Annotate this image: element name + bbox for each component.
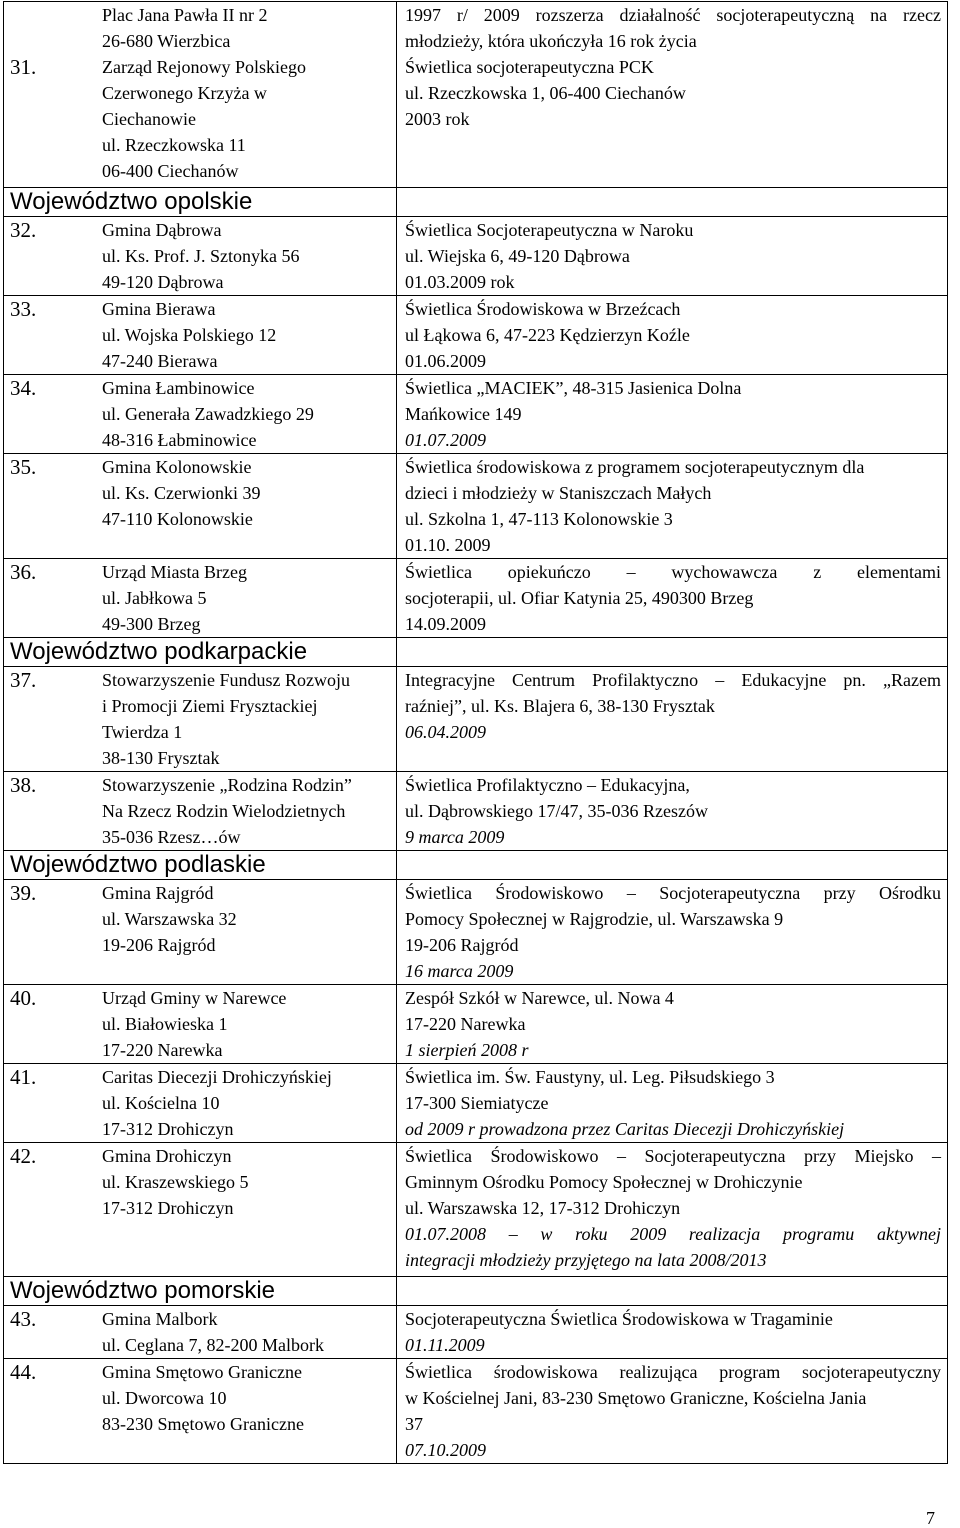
institution-name: Ciechanowie [102, 109, 196, 129]
table-row [4, 880, 948, 985]
institution-name: Gmina Bierawa [102, 299, 216, 319]
left-cell [4, 559, 397, 638]
date-line: 01.10. 2009 [405, 535, 491, 555]
right-cell [397, 188, 948, 217]
description-line: ul. Dąbrowskiego 17/47, 35-036 Rzeszów [405, 801, 708, 821]
address-line: ul. Generała Zawadzkiego 29 [102, 404, 314, 424]
description-line: Mańkowice 149 [405, 404, 522, 424]
entry-number: 34. [10, 376, 37, 400]
date-line: 16 marca 2009 [405, 961, 514, 981]
description-line: raźniej”, ul. Ks. Blajera 6, 38-130 Frysztak [405, 696, 715, 716]
description-line: Świetlica opiekuńczo – wychowawcza z elementami [405, 562, 941, 582]
description-line: 37 [405, 1414, 423, 1434]
entry-number: 32. [10, 218, 37, 242]
address-line: ul. Kraszewskiego 5 [102, 1172, 249, 1192]
institutions-table [3, 1, 948, 1464]
table-row [4, 217, 948, 296]
description-line: ul. Wiejska 6, 49-120 Dąbrowa [405, 246, 630, 266]
entry-number: 36. [10, 560, 37, 584]
description-line: Gminnym Ośrodku Pomocy Społecznej w Drohiczynie [405, 1172, 803, 1192]
address-line: ul. Ks. Prof. J. Sztonyka 56 [102, 246, 300, 266]
address-line: 49-120 Dąbrowa [102, 272, 224, 292]
description-line: Świetlica Środowiskowo – Socjoterapeutyczna przy Miejsko – [405, 1146, 941, 1166]
entry-number: 40. [10, 986, 37, 1010]
description-line: Pomocy Społecznej w Rajgrodzie, ul. Warszawska 9 [405, 909, 784, 929]
address-line: 83-230 Smętowo Graniczne [102, 1414, 304, 1434]
right-cell [397, 880, 948, 985]
entry-number: 44. [10, 1360, 37, 1384]
address-line: ul. Wojska Polskiego 12 [102, 325, 277, 345]
entry-number: 42. [10, 1144, 37, 1168]
right-cell [397, 772, 948, 851]
entry-number: 38. [10, 773, 37, 797]
institution-name: Stowarzyszenie Fundusz Rozwoju [102, 670, 350, 690]
left-cell [4, 2, 397, 188]
description-line: 19-206 Rajgród [405, 935, 519, 955]
description-line: integracji młodzieży przyjętego na lata 2008/2013 [405, 1250, 767, 1270]
table-row [4, 296, 948, 375]
entry-number: 37. [10, 668, 37, 692]
left-cell [4, 1306, 397, 1359]
date-line: 9 marca 2009 [405, 827, 505, 847]
institution-name: Gmina Dąbrowa [102, 220, 222, 240]
address-line: ul. Warszawska 32 [102, 909, 237, 929]
description-line: od 2009 r prowadzona przez Caritas Diecezji Drohiczyńskiej [405, 1119, 845, 1139]
address-line: ul. Białowieska 1 [102, 1014, 228, 1034]
date-line: 06.04.2009 [405, 722, 486, 742]
address-line: 38-130 Frysztak [102, 748, 220, 768]
right-cell [397, 217, 948, 296]
address-line: ul. Rzeczkowska 11 [102, 135, 246, 155]
institution-name: Gmina Malbork [102, 1309, 218, 1329]
date-line: 14.09.2009 [405, 614, 486, 634]
table-row [4, 667, 948, 772]
address-line: 47-240 Bierawa [102, 351, 218, 371]
left-cell [4, 1359, 397, 1464]
section-heading-row [4, 638, 948, 667]
left-cell [4, 454, 397, 559]
description-line: ul. Warszawska 12, 17-312 Drohiczyn [405, 1198, 681, 1218]
right-cell [397, 1277, 948, 1306]
left-cell [4, 1143, 397, 1277]
date-line: 01.11.2009 [405, 1335, 485, 1355]
address-line: Plac Jana Pawła II nr 2 [102, 5, 268, 25]
date-line: 1 sierpień 2008 r [405, 1040, 529, 1060]
description-line: Świetlica Socjoterapeutyczna w Naroku [405, 220, 694, 240]
date-line: 01.03.2009 rok [405, 272, 515, 292]
address-line: 19-206 Rajgród [102, 935, 216, 955]
address-line: Twierdza 1 [102, 722, 183, 742]
right-cell [397, 2, 948, 188]
institution-name: Caritas Diecezji Drohiczyńskiej [102, 1067, 332, 1087]
right-cell [397, 1359, 948, 1464]
description-line: Świetlica im. Św. Faustyny, ul. Leg. Piłsudskiego 3 [405, 1067, 775, 1087]
description-line: młodzieży, która ukończyła 16 rok życia [405, 31, 697, 51]
left-cell [4, 1064, 397, 1143]
right-cell [397, 985, 948, 1064]
description-line: ul Łąkowa 6, 47-223 Kędzierzyn Koźle [405, 325, 690, 345]
right-cell [397, 851, 948, 880]
address-line: ul. Jabłkowa 5 [102, 588, 207, 608]
institution-name: Gmina Smętowo Graniczne [102, 1362, 302, 1382]
left-cell [4, 667, 397, 772]
left-cell [4, 217, 397, 296]
table-row [4, 772, 948, 851]
left-cell [4, 1277, 397, 1306]
address-line: ul. Kościelna 10 [102, 1093, 220, 1113]
date-line: 07.10.2009 [405, 1440, 486, 1460]
address-line: 17-312 Drohiczyn [102, 1198, 234, 1218]
address-line: 17-220 Narewka [102, 1040, 223, 1060]
description-line: w Kościelnej Jani, 83-230 Smętowo Graniczne, Kościelna Jania [405, 1388, 867, 1408]
right-cell [397, 1306, 948, 1359]
description-line: Świetlica Profilaktyczno – Edukacyjna, [405, 775, 690, 795]
institution-name: Gmina Kolonowskie [102, 457, 252, 477]
address-line: ul. Ceglana 7, 82-200 Malbork [102, 1335, 324, 1355]
description-line: 17-300 Siemiatycze [405, 1093, 549, 1113]
table-row [4, 375, 948, 454]
table-row [4, 985, 948, 1064]
description-line: Świetlica środowiskowa realizująca program socjoterapeutyczny [405, 1362, 941, 1382]
description-line: Zespół Szkół w Narewce, ul. Nowa 4 [405, 988, 674, 1008]
institution-name: Urząd Gminy w Narewce [102, 988, 287, 1008]
date-line: 01.06.2009 [405, 351, 486, 371]
description-line: 2003 rok [405, 109, 470, 129]
left-cell [4, 638, 397, 667]
section-heading-row [4, 1277, 948, 1306]
left-cell [4, 772, 397, 851]
table-row [4, 2, 948, 188]
right-cell [397, 1143, 948, 1277]
institution-name: Czerwonego Krzyża w [102, 83, 267, 103]
address-line: 49-300 Brzeg [102, 614, 201, 634]
institution-name: Zarząd Rejonowy Polskiego [102, 57, 306, 77]
left-cell [4, 985, 397, 1064]
address-line: ul. Dworcowa 10 [102, 1388, 227, 1408]
entry-number: 33. [10, 297, 37, 321]
description-line: Integracyjne Centrum Profilaktyczno – Edukacyjne pn. „Razem [405, 670, 941, 690]
table-row [4, 454, 948, 559]
description-line: dzieci i młodzieży w Staniszczach Małych [405, 483, 712, 503]
date-line: 01.07.2009 [405, 430, 486, 450]
address-line: 17-312 Drohiczyn [102, 1119, 234, 1139]
page-number: 7 [926, 1508, 935, 1528]
right-cell [397, 667, 948, 772]
address-line: 06-400 Ciechanów [102, 161, 239, 181]
section-heading: Województwo podkarpackie [10, 638, 308, 665]
institution-name: Urząd Miasta Brzeg [102, 562, 247, 582]
table-row [4, 1143, 948, 1277]
date-line: 01.07.2008 – w roku 2009 realizacja programu aktywnej [405, 1224, 941, 1244]
description-line: ul. Rzeczkowska 1, 06-400 Ciechanów [405, 83, 686, 103]
entry-number: 35. [10, 455, 37, 479]
table-row [4, 1064, 948, 1143]
left-cell [4, 851, 397, 880]
table-row [4, 559, 948, 638]
description-line: socjoterapii, ul. Ofiar Katynia 25, 490300 Brzeg [405, 588, 754, 608]
institution-name: i Promocji Ziemi Frysztackiej [102, 696, 318, 716]
address-line: 47-110 Kolonowskie [102, 509, 253, 529]
description-line: Świetlica socjoterapeutyczna PCK [405, 57, 654, 77]
description-line: Świetlica „MACIEK”, 48-315 Jasienica Dolna [405, 378, 742, 398]
right-cell [397, 296, 948, 375]
description-line: 1997 r/ 2009 rozszerza działalność socjoterapeutyczną na rzecz [405, 5, 941, 25]
institution-name: Stowarzyszenie „Rodzina Rodzin” [102, 775, 352, 795]
description-line: ul. Szkolna 1, 47-113 Kolonowskie 3 [405, 509, 673, 529]
description-line: Świetlica Środowiskowo – Socjoterapeutyczna przy Ośrodku [405, 883, 941, 903]
table-row [4, 1359, 948, 1464]
right-cell [397, 375, 948, 454]
right-cell [397, 638, 948, 667]
entry-number: 31. [10, 55, 37, 79]
section-heading-row [4, 188, 948, 217]
section-heading: Województwo pomorskie [10, 1277, 275, 1304]
right-cell [397, 454, 948, 559]
description-line: 17-220 Narewka [405, 1014, 526, 1034]
left-cell [4, 296, 397, 375]
entry-number: 39. [10, 881, 37, 905]
left-cell [4, 188, 397, 217]
section-heading-row [4, 851, 948, 880]
address-line: 26-680 Wierzbica [102, 31, 231, 51]
entry-number: 43. [10, 1307, 37, 1331]
description-line: Świetlica Środowiskowa w Brzeźcach [405, 299, 681, 319]
address-line: 48-316 Łabminowice [102, 430, 257, 450]
section-heading: Województwo podlaskie [10, 851, 266, 878]
left-cell [4, 880, 397, 985]
institution-name: Gmina Rajgród [102, 883, 214, 903]
description-line: Socjoterapeutyczna Świetlica Środowiskowa w Tragaminie [405, 1309, 833, 1329]
right-cell [397, 1064, 948, 1143]
institution-name: Gmina Łambinowice [102, 378, 255, 398]
institution-name: Na Rzecz Rodzin Wielodzietnych [102, 801, 346, 821]
address-line: ul. Ks. Czerwionki 39 [102, 483, 261, 503]
section-heading: Województwo opolskie [10, 188, 253, 215]
address-line: 35-036 Rzesz…ów [102, 827, 241, 847]
table-row [4, 1306, 948, 1359]
institution-name: Gmina Drohiczyn [102, 1146, 232, 1166]
left-cell [4, 375, 397, 454]
description-line: Świetlica środowiskowa z programem socjoterapeutycznym dla [405, 457, 865, 477]
right-cell [397, 559, 948, 638]
entry-number: 41. [10, 1065, 37, 1089]
